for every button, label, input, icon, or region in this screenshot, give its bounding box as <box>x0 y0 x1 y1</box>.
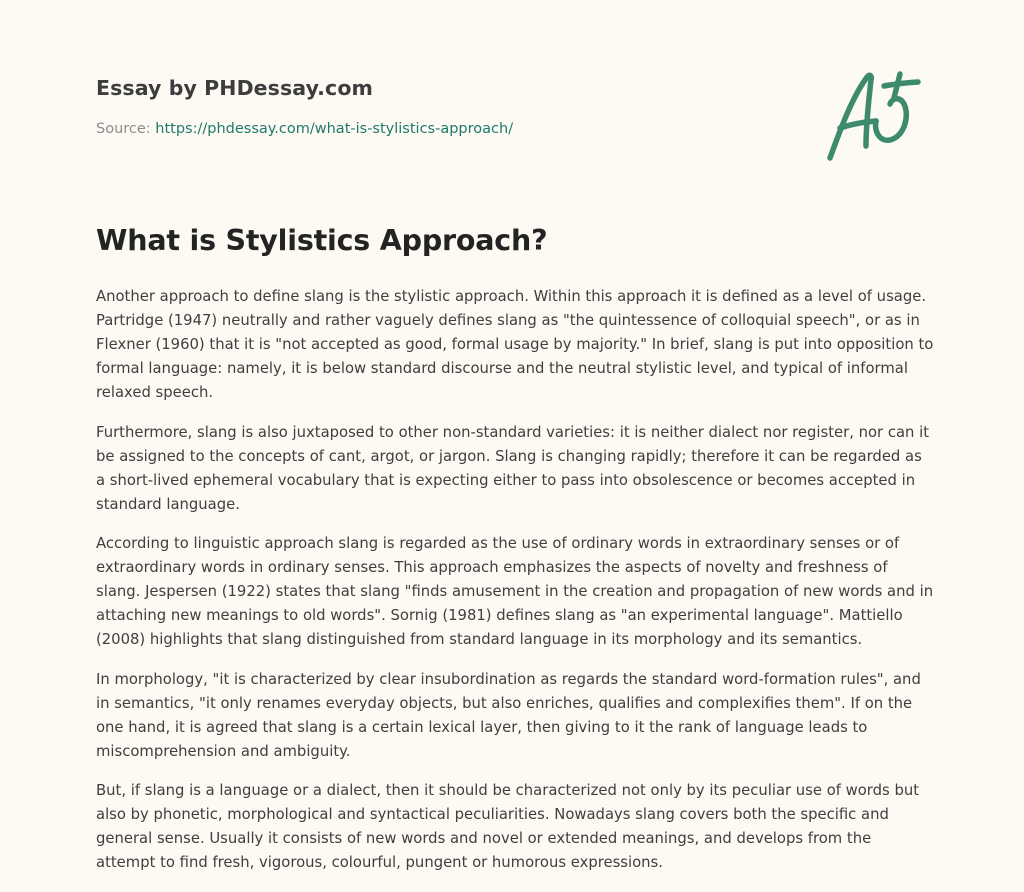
site-brand: Essay by PHDessay.com <box>96 76 373 100</box>
essay-body <box>96 285 934 891</box>
essay-paragraph: Another approach to define slang is the stylistic approach. Within this approach it is defined as a level of usage. Partridge (1947) neutrally and rather vaguely defines slang as "the quintessence of colloquial speech", or as in Flexner (1960) that it is "not accepted as good, formal usage by majority." In brief, slang is put into opposition to formal language: namely, it is below standard discourse and the neutral stylistic level, and typical of informal relaxed speech. <box>96 288 934 401</box>
essay-paragraph: Furthermore, slang is also juxtaposed to other non-standard varieties: it is neither dialect nor register, nor can it be assigned to the concepts of cant, argot, or jargon. Slang is changing rapidly; therefore it can be regarded as a short-lived ephemeral vocabulary that is expecting either to pass into obsolescence or becomes accepted in standard language. <box>96 423 930 513</box>
source-line <box>96 121 796 137</box>
essay-paragraph: In morphology, "it is characterized by clear insubordination as regards the standard word-formation rules", and in semantics, "it only renames everyday objects, but also enriches, qualifies and complexifies them". If on the one hand, it is agreed that slang is a certain lexical layer, then giving to it the rank of language leads to miscomprehension and ambiguity. <box>96 670 921 760</box>
source-label: Source: <box>96 121 156 137</box>
essay-paragraph: According to linguistic approach slang is regarded as the use of ordinary words in extraordinary senses or of extraordinary words in ordinary senses. This approach emphasizes the aspects of novelty and freshness of slang. Jespersen (1922) states that slang "finds amusement in the creation and propagation of new words and in attaching new meanings to old words". Sornig (1981) defines slang as "an experimental language". Mattiello (2008) highlights that slang distinguished from standard language in its morphology and its semantics. <box>96 535 934 648</box>
essay-paragraph: But, if slang is a language or a dialect, then it should be characterized not only by its peculiar use of words but also by phonetic, morphological and syntactical peculiarities. Nowadays slang covers both the specific and general sense. Usually it consists of new words and novel or extended meanings, and develops from the attempt to find fresh, vigorous, colourful, pungent or humorous expressions. <box>96 782 920 871</box>
essay-header <box>96 76 796 137</box>
essay-title: What is Stylistics Approach? <box>96 224 548 257</box>
source-link[interactable]: https://phdessay.com/what-is-stylistics-approach/ <box>155 121 514 137</box>
a-plus-logo-icon <box>818 66 930 166</box>
